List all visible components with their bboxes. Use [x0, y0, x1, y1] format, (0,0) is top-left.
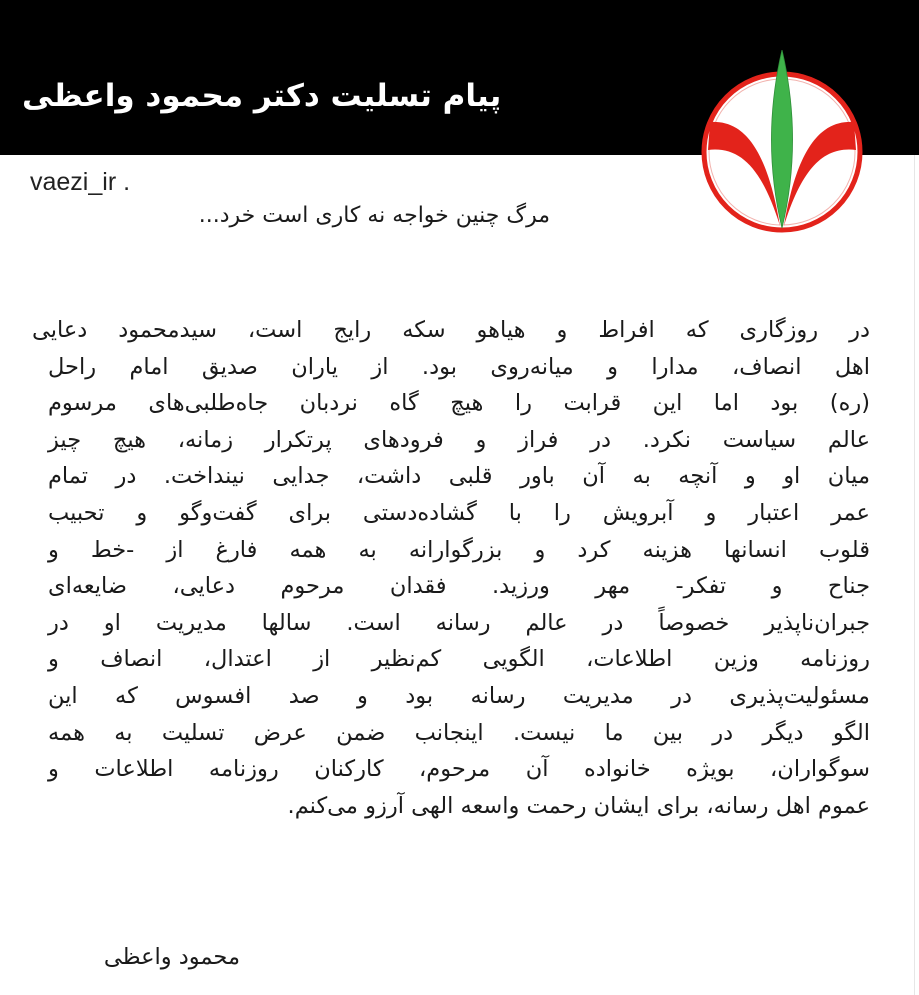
body-line: عمر اعتبار و آبرویش را با گشاده‌دستی برای گفت‌وگو و تحبیب	[48, 499, 870, 526]
body-line: اهل انصاف، مدارا و میانه‌روی بود. از یاران صدیق امام راحل	[48, 353, 870, 380]
body-line: سوگواران، بویژه خانواده آن مرحوم، کارکنان روزنامه اطلاعات و	[48, 756, 870, 783]
banner-title: پیام تسلیت دکتر محمود واعظی	[22, 78, 502, 114]
post-subtitle: مرگ چنین خواجه نه کاری است خرد...	[198, 203, 550, 228]
body-line: در روزگاری که افراط و هیاهو سکه رایج است، سیدمحمود دعایی	[32, 317, 870, 343]
body-line: روزنامه وزین اطلاعات، الگویی کم‌نظیر از اعتدال، انصاف و	[48, 646, 870, 673]
body-line: جناح و تفکر- مهر ورزید. فقدان مرحوم دعایی، ضایعه‌ای	[48, 573, 870, 600]
body-line: جبران‌ناپذیر خصوصاً در عالم رسانه است. سالها مدیریت او در	[48, 609, 870, 636]
body-line: (ره) بود اما این قرابت را هیچ گاه نردبان جاه‌طلبی‌های مرسوم	[48, 390, 870, 417]
leaf-emblem-icon	[700, 50, 865, 235]
body-line: عالم سیاست نکرد. در فراز و فرودهای پرتکرار زمانه، هیچ چیز	[48, 426, 870, 453]
body-line: قلوب انسانها هزینه کرد و بزرگوارانه به همه فارغ از -خط و	[48, 536, 870, 563]
post-body	[30, 312, 870, 824]
signature: محمود واعظی	[103, 944, 240, 970]
body-line: مسئولیت‌پذیری در مدیریت رسانه بود و صد افسوس که این	[48, 682, 870, 709]
body-line: میان او و آنچه به آن باور قلبی داشت، جدایی نینداخت. در تمام	[48, 463, 870, 490]
account-handle: vaezi_ir .	[30, 168, 131, 196]
divider	[914, 155, 915, 995]
body-line: الگو دیگر در بین ما نیست. اینجانب ضمن عرض تسلیت به همه	[48, 719, 870, 746]
body-line: عموم اهل رسانه، برای ایشان رحمت واسعه الهی آرزو می‌کنم.	[287, 792, 870, 819]
